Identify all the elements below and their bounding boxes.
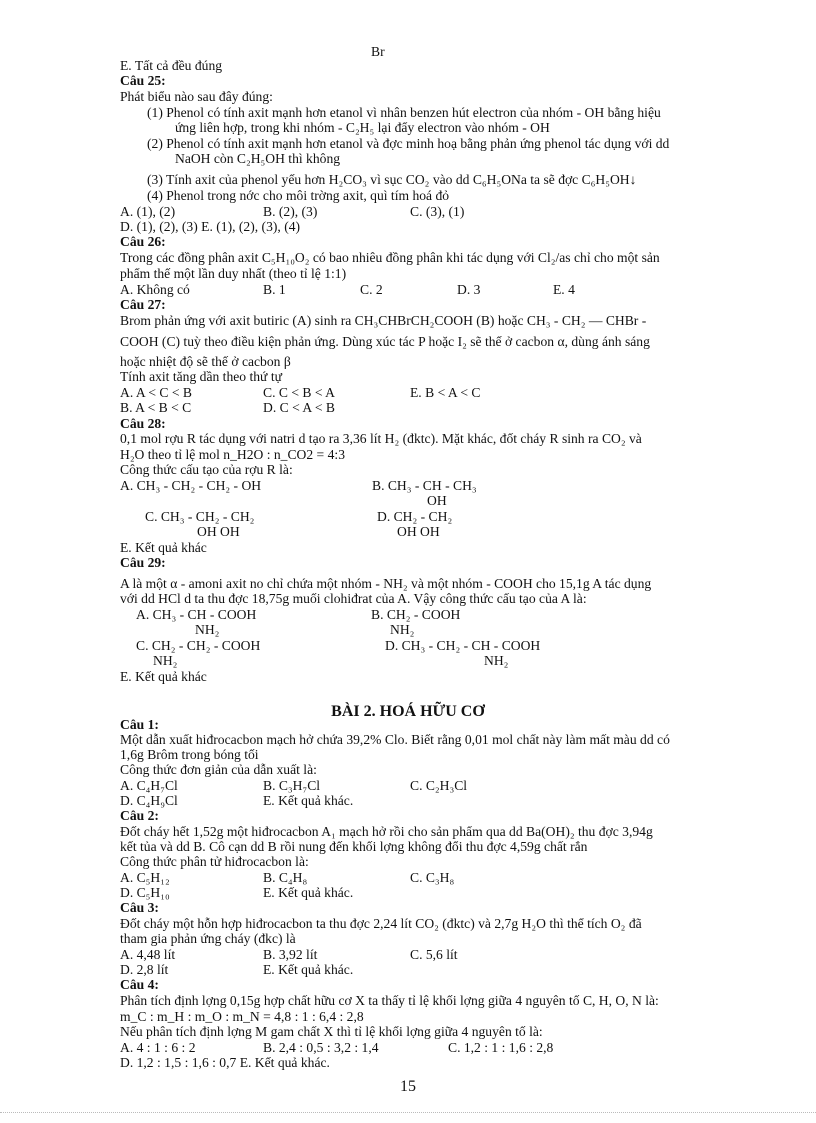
text-line: A. CH₃ - CH₂ - CH₂ - OH [120,478,262,493]
question-heading: Câu 2: [120,808,159,823]
text-line: E. Kết quả khác. [263,793,354,808]
text-line: ứng liên hợp, trong khi nhóm - C₂H₅ lại đẩy electron vào nhóm - OH [175,120,550,135]
text-line: với dd HCl d ta thu đợc 18,75g muối clohiđrat của A. Vậy công thức cấu tạo của A là: [120,591,587,606]
text-line: (3) Tính axit của phenol yếu hơn H₂CO₃ vì sục CO₂ vào dd C₆H₅ONa ta sẽ đợc C₆H₅OH↓ [147,172,637,187]
text-line: OH OH [197,524,240,539]
text-line: D. 1,2 : 1,5 : 1,6 : 0,7 E. Kết quả khác. [120,1055,330,1070]
text-line: E. Tất cả đều đúng [120,58,223,73]
text-line: E. Kết quả khác. [263,885,354,900]
header-br: Br [371,44,385,59]
text-line: D. (1), (2), (3) E. (1), (2), (3), (4) [120,219,301,234]
text-line: NH₂ [484,653,509,668]
question-heading: Câu 28: [120,416,166,431]
text-line: C. (3), (1) [410,204,465,219]
text-line: B. C₄H₈ [263,870,308,885]
text-line: A. A < C < B [120,385,192,400]
question-heading: Câu 26: [120,234,166,249]
text-line: OH OH [397,524,440,539]
text-line: E. Kết quả khác [120,669,207,684]
text-line: tham gia phản ứng cháy (đkc) là [120,931,296,946]
question-heading: Câu 4: [120,977,159,992]
text-line: Đốt cháy hết 1,52g một hiđrocacbon A₁ mạch hở rồi cho sản phẩm qua dd Ba(OH)₂ thu đợc 3,94g [120,824,653,839]
text-line: E. Kết quả khác. [263,962,354,977]
text-line: B. 3,92 lít [263,947,318,962]
text-line: A. 4 : 1 : 6 : 2 [120,1040,196,1055]
text-line: A. C₄H₇Cl [120,778,178,793]
text-line: D. C < A < B [263,400,335,415]
text-line: Trong các đồng phân axit C₅H₁₀O₂ có bao nhiêu đồng phân khi tác dụng với Cl₂/as chỉ cho một sản [120,250,660,265]
text-line: B. 1 [263,282,286,297]
text-line: 1,6g Brôm trong bóng tối [120,747,259,762]
section-title: BÀI 2. HOÁ HỮU CƠ [331,703,485,720]
text-line: hoặc nhiệt độ sẽ thế ở cacbon β [120,354,291,369]
text-line: B. CH₂ - COOH [371,607,461,622]
text-line: Phát biểu nào sau đây đúng: [120,89,273,104]
text-line: B. (2), (3) [263,204,318,219]
text-line: A. CH₃ - CH - COOH [136,607,257,622]
text-line: D. CH₂ - CH₂ [377,509,453,524]
text-line: kết tủa và dd B. Cô cạn dd B rồi nung đến khối lợng không đổi thu đợc 4,59g chất rắn [120,839,588,854]
text-line: D. CH₃ - CH₂ - CH - COOH [385,638,541,653]
text-line: NaOH còn C₂H₅OH thì không [175,151,341,166]
text-line: C. C₃H₈ [410,870,455,885]
text-line: (4) Phenol trong nớc cho môi trờng axit, quì tím hoá đỏ [147,188,450,203]
footer-divider [0,1112,816,1113]
text-line: C. C < B < A [263,385,335,400]
text-line: C. 1,2 : 1 : 1,6 : 2,8 [448,1040,554,1055]
text-line: H₂O theo tỉ lệ mol n_H2O : n_CO2 = 4:3 [120,447,345,462]
text-line: A. 4,48 lít [120,947,176,962]
text-line: A. Không có [120,282,190,297]
text-line: Công thức phân tử hiđrocacbon là: [120,854,309,869]
text-line: Một dẫn xuất hiđrocacbon mạch hở chứa 39,2% Clo. Biết rằng 0,01 mol chất này làm mất màu dd có [120,732,670,747]
text-line: E. Kết quả khác [120,540,207,555]
text-line: E. 4 [553,282,575,297]
text-line: (2) Phenol có tính axit mạnh hơn etanol và đợc minh hoạ bằng phản ứng phenol tác dụng với dd [147,136,670,151]
text-line: D. C₅H₁₀ [120,885,170,900]
text-line: A là một α - amoni axit no chỉ chứa một nhóm - NH₂ và một nhóm - COOH cho 15,1g A tác dụng [120,576,652,591]
text-line: NH₂ [195,622,220,637]
question-heading: Câu 25: [120,73,166,88]
text-line: D. 2,8 lít [120,962,169,977]
text-line: C. 5,6 lít [410,947,458,962]
text-line: B. C₃H₇Cl [263,778,321,793]
page-number: 15 [400,1078,416,1095]
question-heading: Câu 3: [120,900,159,915]
text-line: Brom phản ứng với axit butiric (A) sinh ra CH₃CHBrCH₂COOH (B) hoặc CH₃ - CH₂ — CHBr - [120,313,647,328]
text-line: m_C : m_H : m_O : m_N = 4,8 : 1 : 6,4 : 2,8 [120,1009,364,1024]
text-line: E. B < A < C [410,385,481,400]
question-heading: Câu 27: [120,297,166,312]
text-line: phẩm thế một lần duy nhất (theo tỉ lệ 1:1) [120,266,347,281]
text-line: Công thức cấu tạo của rợu R là: [120,462,293,477]
text-line: OH [427,493,447,508]
question-heading: Câu 29: [120,555,166,570]
text-line: C. C₂H₃Cl [410,778,468,793]
text-line: Đốt cháy một hỗn hợp hiđrocacbon ta thu đợc 2,24 lít CO₂ (đktc) và 2,7g H₂O thì thể tích O₂ đã [120,916,642,931]
text-line: C. CH₃ - CH₂ - CH₂ [145,509,255,524]
text-line: Nếu phân tích định lợng M gam chất X thì tỉ lệ khối lợng giữa 4 nguyên tố là: [120,1024,543,1039]
text-line: C. CH₂ - CH₂ - COOH [136,638,261,653]
text-line: B. CH₃ - CH - CH₃ [372,478,477,493]
text-line: Phân tích định lợng 0,15g hợp chất hữu cơ X ta thấy tỉ lệ khối lợng giữa 4 nguyên tố C, H, O, N là: [120,993,659,1008]
text-line: D. C₄H₉Cl [120,793,178,808]
text-line: COOH (C) tuỳ theo điều kiện phản ứng. Dùng xúc tác P hoặc I₂ sẽ thế ở cacbon α, dùng ánh sáng [120,334,650,349]
text-line: NH₂ [390,622,415,637]
text-line: A. (1), (2) [120,204,176,219]
question-heading: Câu 1: [120,717,159,732]
text-line: D. 3 [457,282,481,297]
text-line: Tính axit tăng dần theo thứ tự [120,369,282,384]
text-line: C. 2 [360,282,383,297]
text-line: A. C₅H₁₂ [120,870,170,885]
text-line: B. 2,4 : 0,5 : 3,2 : 1,4 [263,1040,379,1055]
text-line: (1) Phenol có tính axit mạnh hơn etanol vì nhân benzen hút electron của nhóm - OH bằng hiệu [147,105,661,120]
text-line: Công thức đơn giản của dẫn xuất là: [120,762,317,777]
text-line: 0,1 mol rợu R tác dụng với natri d tạo ra 3,36 lít H₂ (đktc). Mặt khác, đốt cháy R sinh ra CO₂ và [120,431,642,446]
text-line: NH₂ [153,653,178,668]
text-line: B. A < B < C [120,400,192,415]
